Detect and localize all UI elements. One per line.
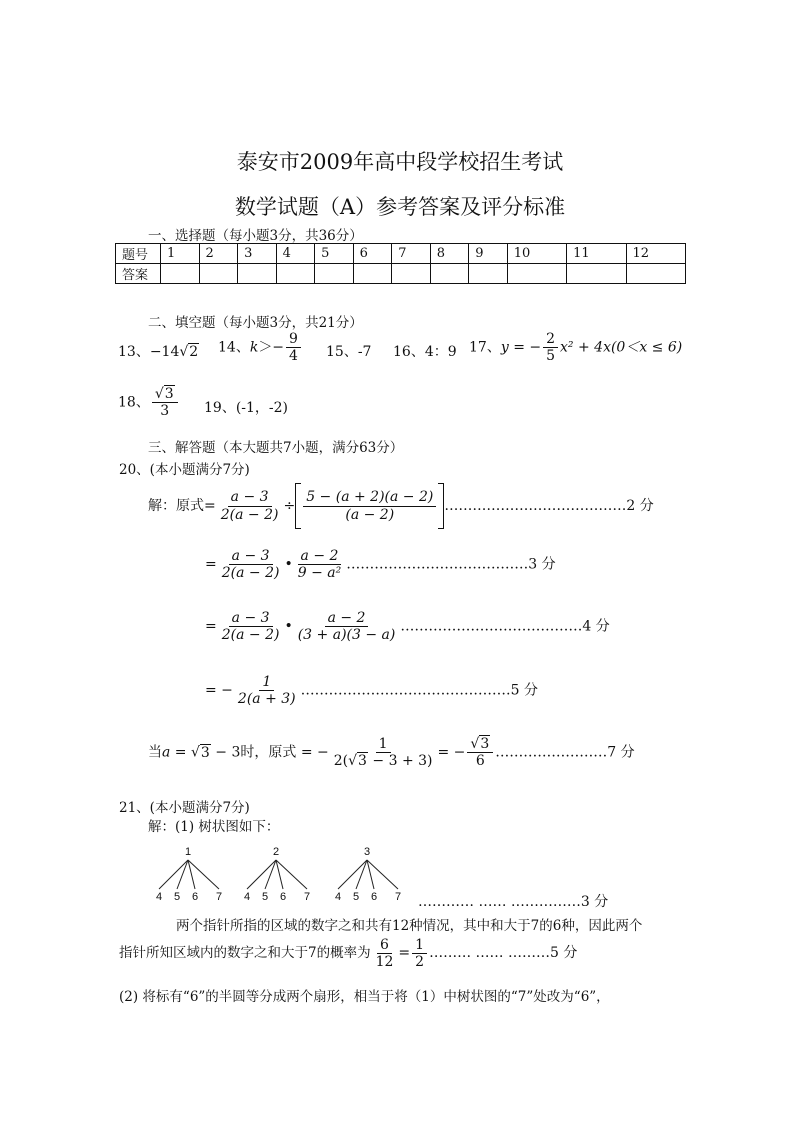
tree-leaf: 6 xyxy=(370,891,378,903)
tree-leaf: 4 xyxy=(243,891,251,903)
answer-16: 16、4：9 xyxy=(393,344,457,360)
q21-part1: 解：(1) 树状图如下： xyxy=(148,819,280,835)
q-number: 3 xyxy=(238,244,277,264)
tree-score: ………… …… ……………3 分 xyxy=(418,894,609,910)
tree-branch xyxy=(188,860,219,889)
q20-step2: = $\frac{a - 3}{2(a - 2)}$ • $\frac{a - 2}{\text{9 − a²}}$ …………………………………3 分 xyxy=(205,548,556,582)
q20-step4: = − $\frac{1}{2(a + 3)}$ ………………………………………5 分 xyxy=(205,674,538,708)
tree-branch xyxy=(367,860,398,889)
section3-heading: 三、解答题（本大题共7小题，满分63分） xyxy=(148,440,404,456)
tree-root-2: 2 xyxy=(272,846,280,858)
tree-leaf: 4 xyxy=(334,891,342,903)
q-number: 5 xyxy=(315,244,354,264)
tree-branch xyxy=(367,860,374,889)
tree-leaf: 5 xyxy=(261,891,269,903)
answer-17: 17、y = − $\frac{2}{5}$ x² + 4x(0＜x ≤ 6) xyxy=(469,331,683,365)
tree-branch xyxy=(188,860,195,889)
tree-leaf: 7 xyxy=(215,891,223,903)
answer-13: 13、−14√2 xyxy=(118,344,199,360)
section2-heading: 二、填空题（每小题3分，共21分） xyxy=(148,315,363,331)
answer-19: 19、(-1，-2) xyxy=(204,400,289,416)
q-number: 2 xyxy=(199,244,238,264)
q-number: 6 xyxy=(353,244,392,264)
q21-para3: (2) 将标有“6”的半圆等分成两个扇形，相当于将（1）中树状图的“7”处改为“6”， xyxy=(119,989,610,1005)
q-number: 7 xyxy=(392,244,431,264)
tree-root-1: 1 xyxy=(184,846,192,858)
answer-table xyxy=(115,243,686,284)
q-number: 4 xyxy=(276,244,315,264)
tree-branch xyxy=(177,860,188,889)
q20-step3: = $\frac{a - 3}{2(a - 2)}$ • $\frac{a - 2}{(3 + a)(3 - a)}$ …………………………………4 分 xyxy=(205,610,610,644)
tree-branch xyxy=(356,860,367,889)
section1-heading: 一、选择题（每小题3分，共36分） xyxy=(148,228,363,244)
tree-branch xyxy=(276,860,283,889)
tree-branch xyxy=(159,860,188,889)
q-number: 11 xyxy=(567,244,626,264)
q20-label: 20、(本小题满分7分) xyxy=(119,462,250,478)
tree-root-3: 3 xyxy=(363,846,371,858)
tree-branch xyxy=(276,860,307,889)
q-number: 8 xyxy=(430,244,469,264)
row-label-number: 题号 xyxy=(116,244,161,264)
tree-branch xyxy=(265,860,276,889)
answer-15: 15、-7 xyxy=(326,344,372,360)
row-label-answer: 答案 xyxy=(116,264,161,284)
answer-14: 14、k＞− $\frac{9}{4}$ xyxy=(218,331,303,364)
tree-branch xyxy=(247,860,276,889)
tree-leaf: 6 xyxy=(279,891,287,903)
page-subtitle: 数学试题（A）参考答案及评分标准 xyxy=(234,195,566,219)
page-title: 泰安市2009年高中段学校招生考试 xyxy=(236,150,564,174)
table-row xyxy=(116,244,686,264)
q20-evaluate: 当a = √3 − 3时，原式 = − $\frac{1}{2(√3 - 3 + 3)}$ = − $\frac{√3}{6}$ ……………………7 分 xyxy=(148,736,635,770)
q-number: 9 xyxy=(469,244,508,264)
q-number: 12 xyxy=(626,244,685,264)
tree-leaf: 4 xyxy=(155,891,163,903)
table-row xyxy=(116,264,686,284)
tree-diagram xyxy=(150,840,430,906)
q-number: 10 xyxy=(507,244,566,264)
tree-leaf: 7 xyxy=(303,891,311,903)
q21-label: 21、(本小题满分7分) xyxy=(119,800,250,816)
q20-step1: 解：原式= $\frac{a - 3}{2(a - 2)}$ ÷ $\frac{5 - (a + 2)(a - 2)}{(a - 2)}$ …………………………………2 分 xyxy=(148,483,654,529)
answer-18: 18、 $\frac{√3}{3}$ xyxy=(118,386,180,419)
tree-leaf: 6 xyxy=(191,891,199,903)
tree-leaf: 5 xyxy=(352,891,360,903)
tree-leaf: 5 xyxy=(173,891,181,903)
tree-branch xyxy=(338,860,367,889)
tree-leaf: 7 xyxy=(394,891,402,903)
q-number: 1 xyxy=(161,244,200,264)
q21-para1: 两个指针所指的区域的数字之和共有12种情况，其中和大于7的6种，因此两个 xyxy=(176,918,643,934)
q21-para2: 指针所知区域内的数字之和大于7的概率为 $\frac{6}{12}$ = $\frac{1}{2}$ ……… …… ………5 分 xyxy=(119,937,578,971)
